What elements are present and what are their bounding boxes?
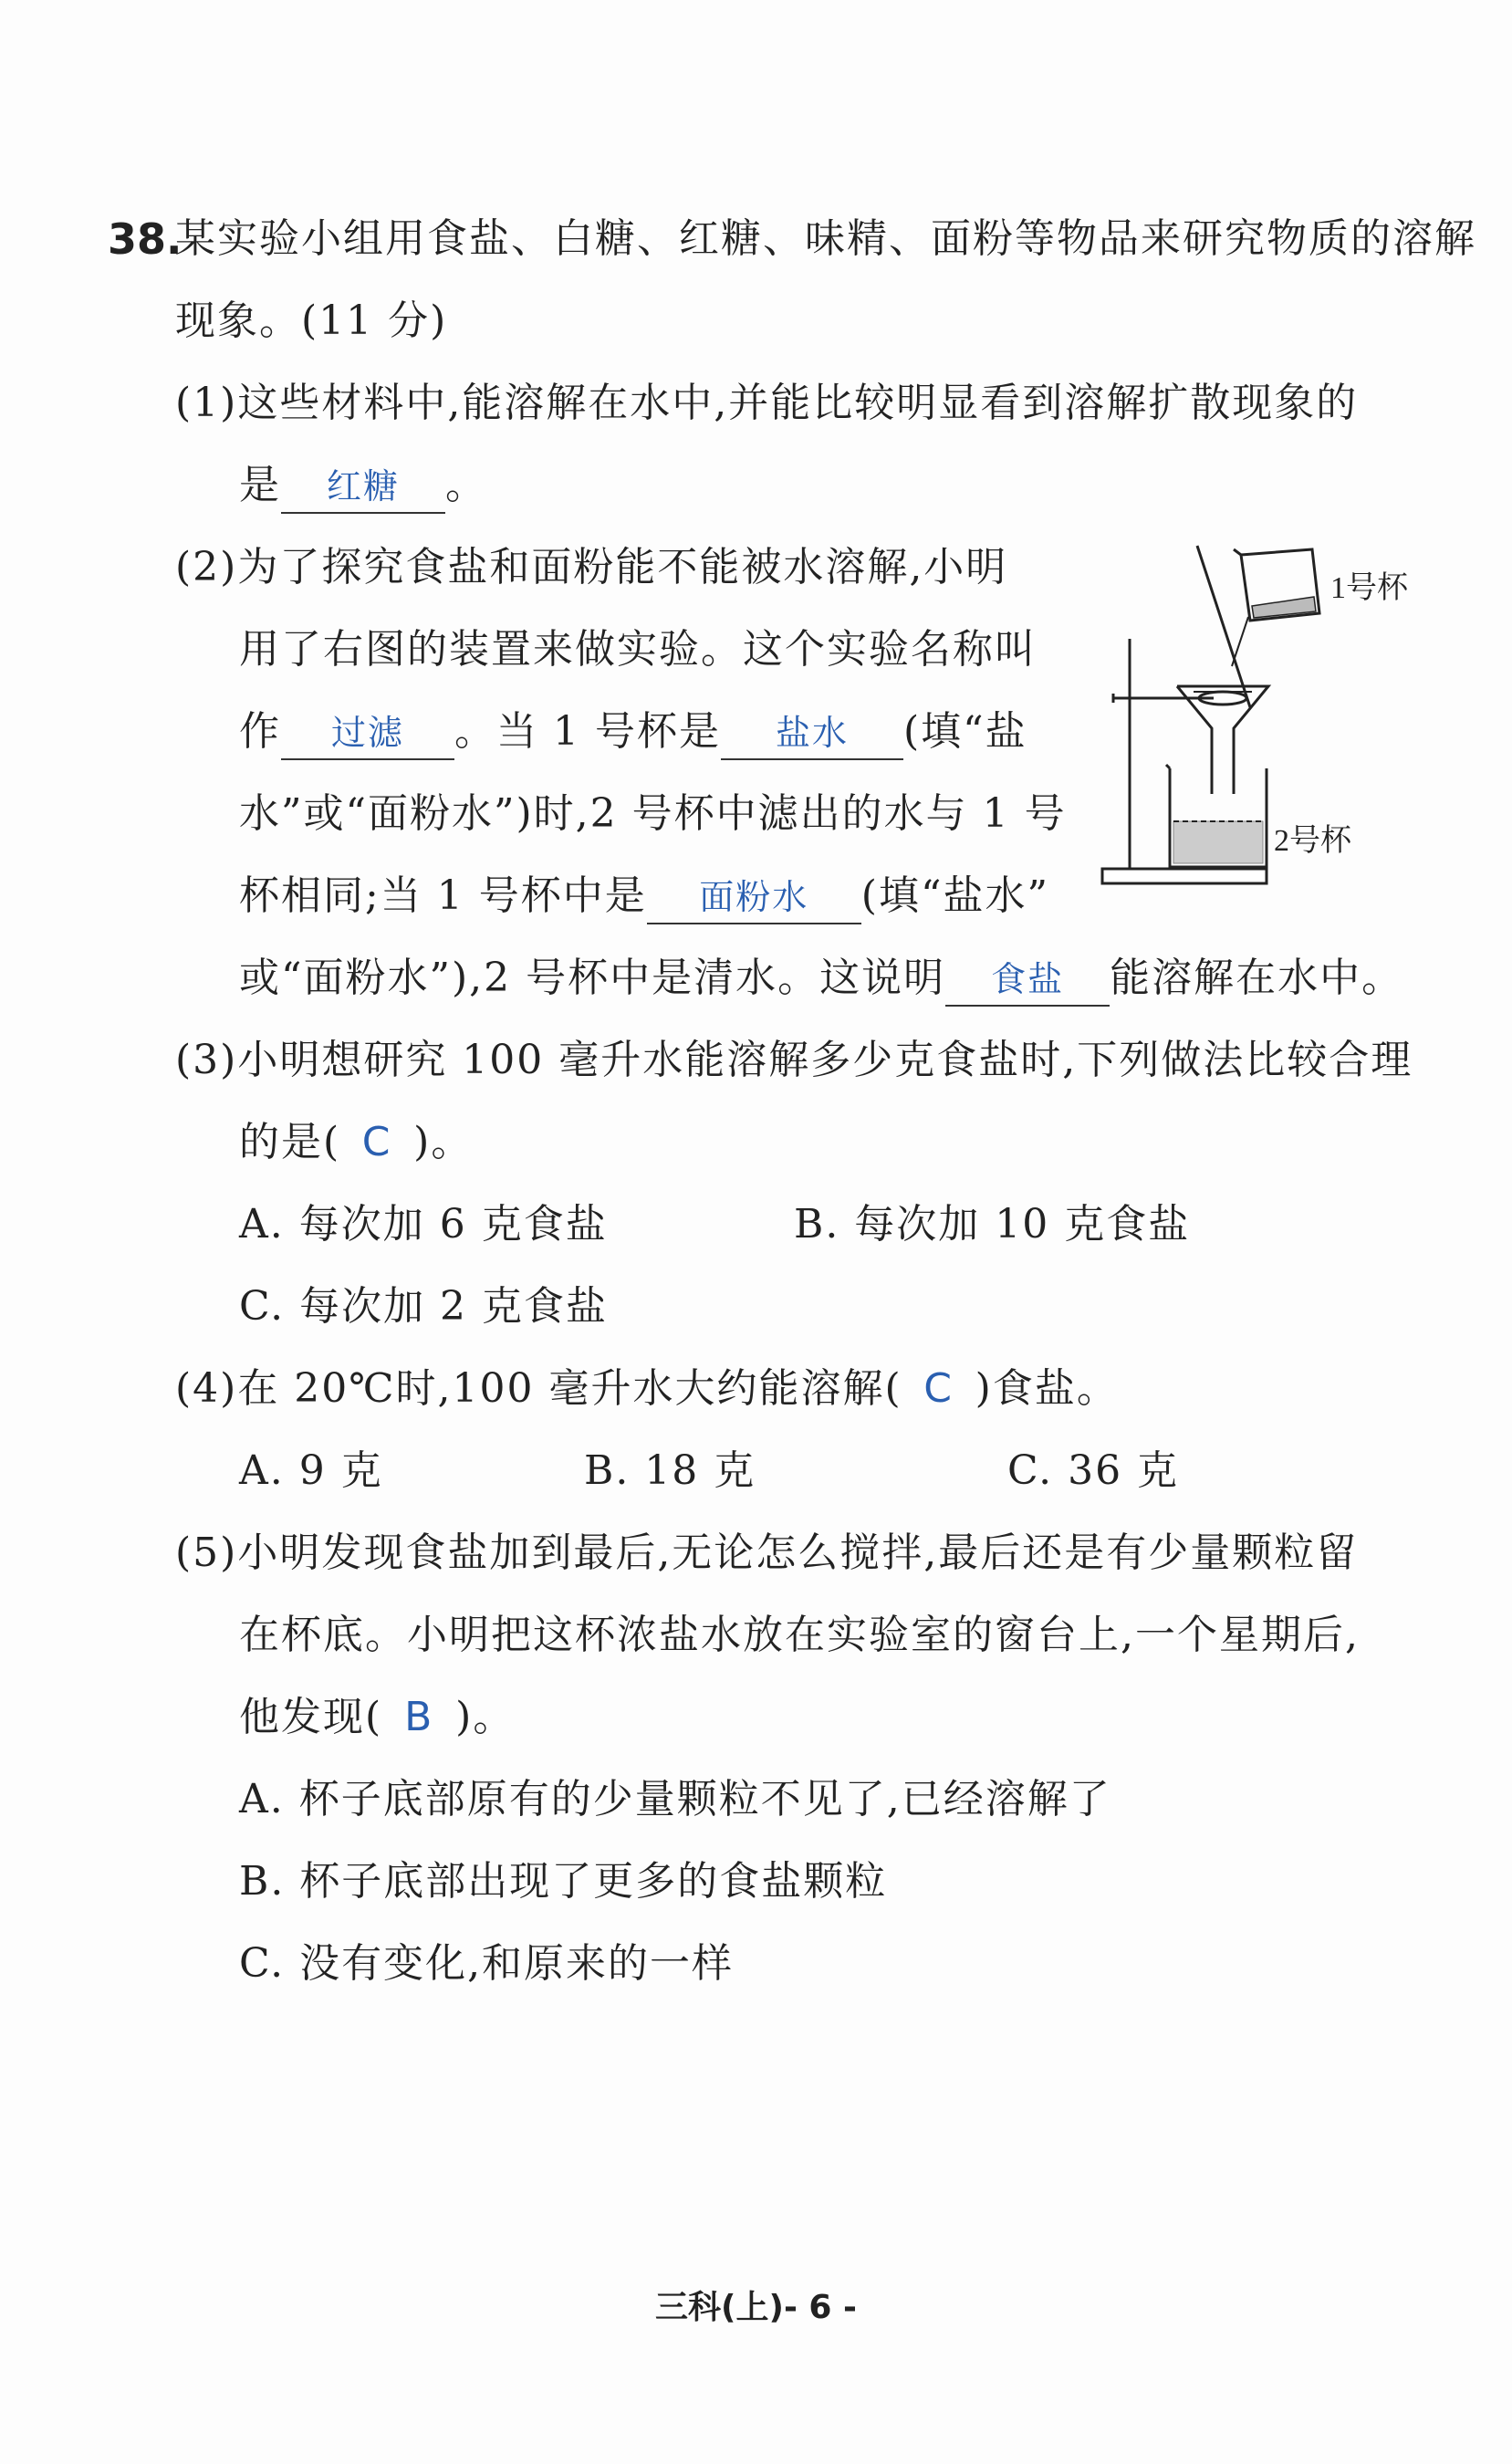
- part5-line2: 在杯底。小明把这杯浓盐水放在实验室的窗台上,一个星期后,: [239, 1612, 1360, 1658]
- part2-line1: (2)为了探究食盐和面粉能不能被水溶解,小明: [175, 544, 1008, 590]
- part3-line2: [239, 1115, 473, 1170]
- part4-line1-post: )食盐。: [975, 1365, 1119, 1412]
- part5-answer[interactable]: B: [404, 1694, 434, 1740]
- part2-line5: [239, 869, 1049, 924]
- page-footer: 三科(上)- 6 -: [655, 2289, 857, 2326]
- part2-conclusion-blank[interactable]: 食盐: [945, 954, 1110, 1007]
- part3-option-b[interactable]: B. 每次加 10 克食盐: [794, 1201, 1191, 1248]
- filtration-apparatus-figure: [1095, 529, 1460, 913]
- question-stem-line1: 某实验小组用食盐、白糖、红糖、味精、面粉等物品来研究物质的溶解: [175, 215, 1476, 262]
- part2-cup1-answer-a-blank[interactable]: 盐水: [721, 707, 903, 760]
- stand-base: [1102, 869, 1267, 883]
- part4-answer[interactable]: C: [923, 1365, 954, 1412]
- part2-line2: 用了右图的装置来做实验。这个实验名称叫: [239, 626, 1037, 673]
- part1-line2-pre: 是: [239, 462, 281, 508]
- part2-cup1-answer-b-blank[interactable]: 面粉水: [647, 872, 861, 924]
- part4-option-b[interactable]: B. 18 克: [584, 1447, 756, 1494]
- part2-line3-mid: 。当 1 号杯是: [454, 708, 721, 755]
- part2-line5-pre: 杯相同;当 1 号杯中是: [239, 872, 647, 919]
- figure-label-cup1: 1号杯: [1330, 571, 1408, 605]
- part3-answer[interactable]: C: [361, 1119, 392, 1165]
- part2-line3-post: (填“盐: [902, 708, 1027, 755]
- part2-line3: [239, 705, 1027, 760]
- part5-line1: (5)小明发现食盐加到最后,无论怎么搅拌,最后还是有少量颗粒留: [175, 1530, 1359, 1576]
- part2-experiment-blank[interactable]: 过滤: [281, 707, 454, 760]
- part1-line1: (1)这些材料中,能溶解在水中,并能比较明显看到溶解扩散现象的: [175, 380, 1359, 426]
- part1-line2: [239, 458, 487, 514]
- part1-line2-post: 。: [445, 462, 487, 508]
- part5-line3: [239, 1690, 515, 1745]
- part2-line6: [239, 951, 1403, 1007]
- part4-line1-pre: (4)在 20℃时,100 毫升水大约能溶解(: [175, 1365, 902, 1412]
- part2-line6-post: 能溶解在水中。: [1110, 955, 1404, 1001]
- part5-line3-pre: 他发现(: [239, 1694, 383, 1740]
- part3-line2-post: )。: [413, 1119, 474, 1165]
- part1-answer-blank[interactable]: 红糖: [281, 461, 445, 514]
- figure-label-cup2: 2号杯: [1274, 824, 1351, 858]
- question-number: 38.: [108, 214, 182, 264]
- part4-option-c[interactable]: C. 36 克: [1007, 1447, 1180, 1494]
- part5-option-c[interactable]: C. 没有变化,和原来的一样: [239, 1940, 735, 1987]
- part5-option-b[interactable]: B. 杯子底部出现了更多的食盐颗粒: [239, 1858, 888, 1905]
- part2-line4: 水”或“面粉水”)时,2 号杯中滤出的水与 1 号: [239, 790, 1067, 837]
- part3-line2-pre: 的是(: [239, 1119, 341, 1165]
- part2-line3-pre: 作: [239, 708, 281, 755]
- part3-line1: (3)小明想研究 100 毫升水能溶解多少克食盐时,下列做法比较合理: [175, 1037, 1413, 1083]
- part3-option-c[interactable]: C. 每次加 2 克食盐: [239, 1283, 609, 1330]
- part4-option-a[interactable]: A. 9 克: [239, 1447, 383, 1494]
- part4-line1: [175, 1362, 1119, 1416]
- part3-option-a[interactable]: A. 每次加 6 克食盐: [239, 1201, 608, 1248]
- part5-line3-post: )。: [455, 1694, 516, 1740]
- question-stem-line2: 现象。(11 分): [175, 298, 448, 344]
- part5-option-a[interactable]: A. 杯子底部原有的少量颗粒不见了,已经溶解了: [239, 1776, 1111, 1822]
- part2-line5-post: (填“盐水”: [860, 872, 1049, 919]
- part2-line6-pre: 或“面粉水”),2 号杯中是清水。这说明: [239, 955, 946, 1001]
- funnel: [1177, 686, 1268, 794]
